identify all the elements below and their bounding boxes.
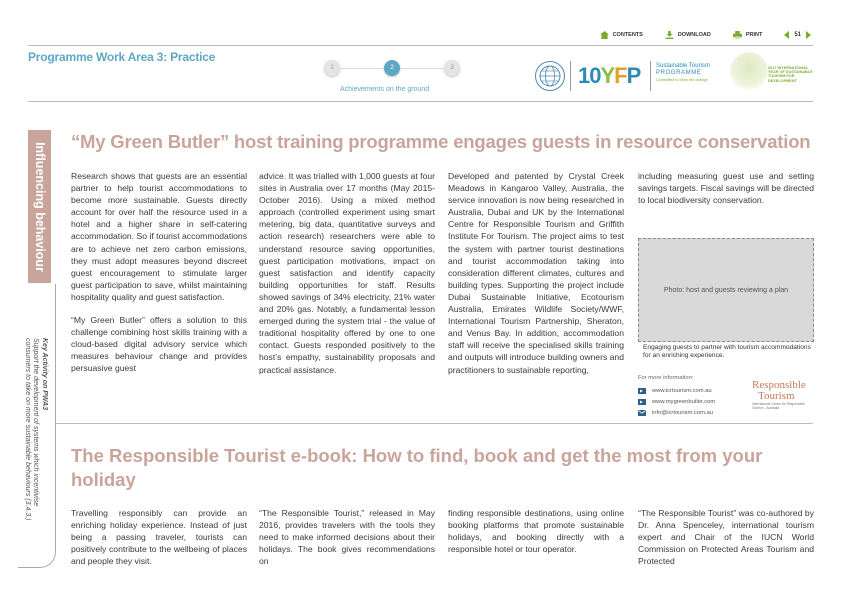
10yfp-logo [578, 63, 640, 89]
print-link[interactable] [733, 31, 763, 39]
step-1[interactable]: 1 [324, 60, 340, 76]
article-1-headline: “My Green Butler” host training programme engages guests in resource conservation [71, 131, 811, 152]
step-indicator [320, 60, 460, 76]
download-icon [665, 31, 674, 39]
article-2-paragraph: finding responsible destinations, using online booking platforms that promote sustainable holidays, and booking directly with a responsible hotel or tour operator. [448, 508, 624, 555]
top-navigation [600, 31, 811, 39]
more-info-title: For more information: [638, 375, 694, 381]
header-divider [28, 45, 813, 46]
contents-link[interactable] [600, 31, 643, 39]
rt-logo-subtitle: International Centre for Responsible Tourism - Australia [752, 402, 805, 410]
section-divider [56, 423, 813, 424]
article-1-column-3 [448, 170, 624, 376]
article-1-paragraph: Research shows that guests are an essential partner to help tourist accommodations to become more sustainable. Guests directly account for over half the resource used in a hotel and a higher share in self-catering accommodation. So if tourist accommodations are to achieve net zero carbon emissions, they must adopt measures beyond discreet guest encouragement to stimulate larger guest participation to save, whilst maintaining hospitality quality and guest satisfaction. [71, 171, 247, 302]
next-page-arrow-icon[interactable] [806, 31, 811, 39]
rt-logo-line2: Tourism [758, 390, 795, 402]
section-tab [28, 130, 51, 283]
step-2[interactable]: 2 [384, 60, 400, 76]
article-2-headline: The Responsible Tourist e-book: How to find, book and get the most from your holiday [71, 445, 763, 490]
article-1-paragraph: advice. It was trialled with 1,000 guests at four sites in Australia over 17 months (May 2015-October 2016). Using a mixed method approach (controlled experiment using smart metering, big data, quantitative surveys and action research) researchers were able to understand resource saving opportunities, guest participation motivations, impact on guest satisfaction and identify capacity building opportunities for staff. Results showed savings of 34% electricity, 21% water and 20% gas. Notably, a fundamental lesson emerged during the system trial - the value of traditional hospitality offered by one to one contact. Guests responded positively to the host’s empathy, sustainability proposals and practical assistance. [259, 171, 435, 375]
article-2-paragraph: “The Responsible Tourist” was co-authored by Dr. Anna Spenceley, international tourism expert and Chair of the IUCN World Commission on Protected Areas Tourism and Protected [638, 508, 814, 567]
key-activity-title: Key Activity on PWA3 [41, 338, 48, 411]
article-2-column-3 [448, 507, 624, 555]
stp-line2: PROGRAMME [656, 70, 702, 76]
step-caption: Achievements on the ground [340, 86, 430, 93]
article-2-paragraph: “The Responsible Tourist,” released in May 2016, provides travelers with the tools they need to make informed decisions about their holidays. The book gives recommendations on [259, 508, 435, 567]
envelope-icon [638, 410, 646, 416]
logo-divider [570, 61, 571, 91]
article-2-paragraph: Travelling responsibly can provide an enriching holiday experience. Instead of just being a passing traveler, tourists can positively contribute to the wellbeing of places and people they visit. [71, 508, 247, 567]
contents-label: CONTENTS [612, 32, 643, 38]
responsible-tourism-logo [752, 380, 814, 410]
page-number: 51 [794, 32, 801, 38]
step-3[interactable]: 3 [444, 60, 460, 76]
arrow-right-icon [638, 388, 646, 394]
website-link[interactable]: www.mygreenbutler.com [652, 398, 716, 405]
printer-icon [733, 31, 742, 39]
print-label: PRINT [745, 32, 763, 38]
download-label: DOWNLOAD [677, 32, 711, 38]
article-1-column-4 [638, 170, 814, 206]
key-activity-note [23, 338, 49, 521]
page-pager [784, 31, 811, 39]
area-title: Programme Work Area 3: Practice [28, 50, 216, 64]
article-1-column-1 [71, 170, 247, 375]
article-1-column-2 [259, 170, 435, 376]
sustainable-tourism-programme-logo [656, 63, 710, 84]
stp-tagline: Committed to drive the change [656, 78, 708, 82]
yfp-f: F [614, 63, 627, 88]
key-activity-line2: consumers to take on more sustainable behaviours (3.4.3.) [24, 338, 31, 521]
website-link[interactable]: www.icrtourism.com.au [652, 387, 712, 394]
article-2-column-2 [259, 507, 435, 567]
article-2-column-1 [71, 507, 247, 567]
header-bottom-divider [28, 101, 813, 102]
article-2-column-4 [638, 507, 814, 567]
article-1-paragraph: “My Green Butler” offers a solution to this challenge combining host skills training with a cloud-based digital advisory service which measures behaviour change and provides persuasive guest [71, 315, 247, 374]
yfp-ten: 10 [578, 63, 601, 88]
rt-logo-line1: Responsible [752, 379, 806, 391]
international-year-text: 2017 INTERNATIONAL YEAR OF SUSTAINABLE TOURISM FOR DEVELOPMENT [768, 66, 813, 83]
key-activity-line1: Support the development of systems which incentivise [32, 338, 40, 507]
article-photo-placeholder: Photo: host and guests reviewing a plan [638, 238, 814, 342]
yfp-y: Y [600, 63, 615, 88]
article-1-paragraph: including measuring guest use and setting savings targets. Fiscal savings will be directed to local biodiversity conservation. [638, 171, 814, 206]
email-link[interactable]: info@icrtourism.com.au [652, 409, 713, 416]
home-icon [600, 31, 609, 39]
yfp-p: P [626, 63, 641, 88]
photo-caption: Engaging guests to partner with tourism accommodations for an enriching experience. [643, 344, 811, 359]
stp-line1: Sustainable Tourism [656, 63, 710, 69]
article-1-paragraph: Developed and patented by Crystal Creek Meadows in Kangaroo Valley, Australia, the service innovation is now being researched in Australia, Dubai and UK by the International Centre for Responsible Tourism and Griffith Institute For Tourism. The project aims to test the system with partner tourist destinations and tourist accommodation taking into consideration different climates, cultures and building types. Supporting the project include Dubai Sustainable Initiative, Ecotourism Australia, Emirates Wildlife Society/WWF, International Tourism Partnership, Sheraton, and Venus Bay. In addition, accommodation staff will receive the specialised skills training and outputs will introduce building owners and practitioners to sustainable reporting, [448, 171, 624, 375]
section-tab-label: Influencing behaviour [32, 141, 47, 272]
download-link[interactable] [665, 31, 711, 39]
previous-page-arrow-icon[interactable] [784, 31, 789, 39]
article-photo [638, 238, 814, 342]
globe-icon [538, 64, 562, 88]
tree-emblem-icon [730, 52, 768, 92]
international-year-logo [730, 52, 815, 92]
arrow-right-icon [638, 399, 646, 405]
un-emblem-logo [535, 61, 565, 91]
logo-divider-2 [650, 61, 651, 91]
